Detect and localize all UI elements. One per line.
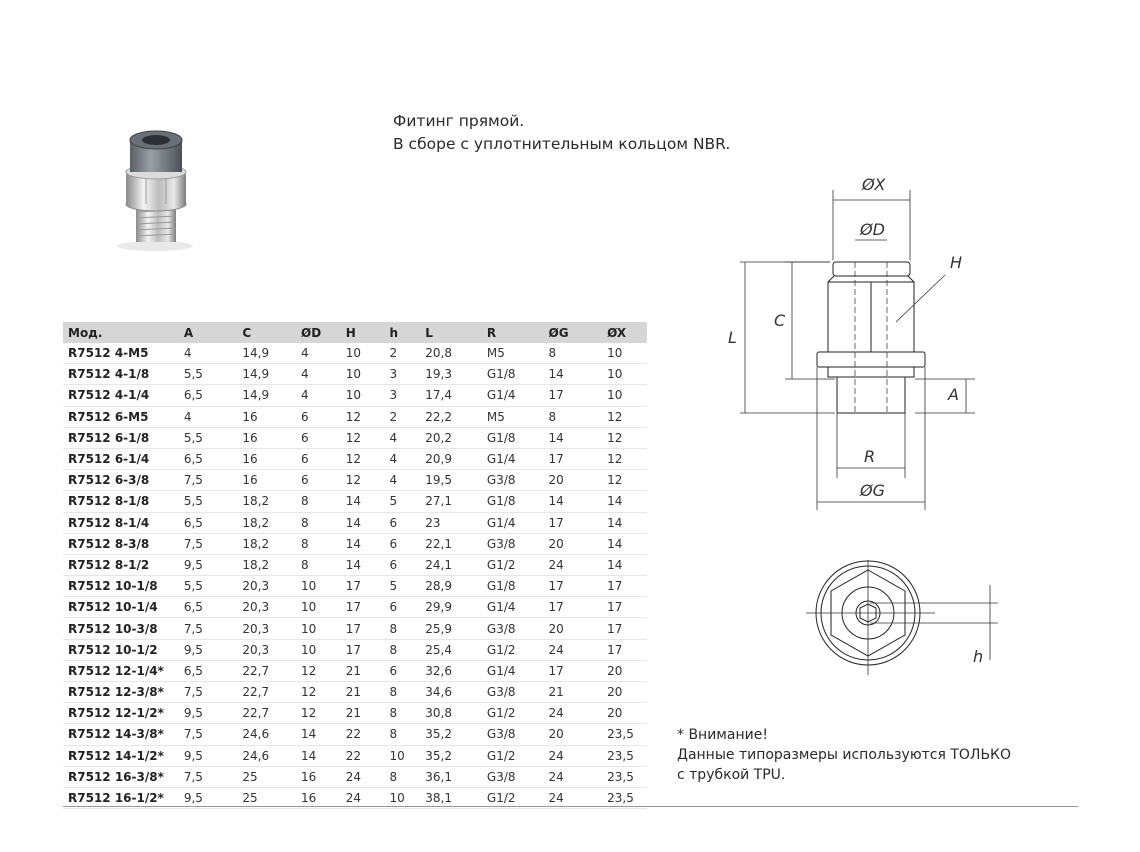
value-cell: 17 bbox=[341, 597, 385, 618]
value-cell: 20,2 bbox=[420, 427, 482, 448]
value-cell: 22 bbox=[341, 724, 385, 745]
value-cell: 18,2 bbox=[237, 512, 296, 533]
value-cell: 24 bbox=[544, 703, 603, 724]
model-cell: R7512 8-1/2 bbox=[63, 554, 179, 575]
value-cell: G3/8 bbox=[482, 724, 544, 745]
value-cell: 24,6 bbox=[237, 724, 296, 745]
value-cell: G1/8 bbox=[482, 427, 544, 448]
col-header: ØX bbox=[602, 322, 647, 343]
value-cell: 6 bbox=[384, 597, 420, 618]
product-description bbox=[393, 110, 730, 156]
value-cell: G1/2 bbox=[482, 787, 544, 808]
value-cell: G1/8 bbox=[482, 491, 544, 512]
value-cell: 20,9 bbox=[420, 448, 482, 469]
col-header: h bbox=[384, 322, 420, 343]
table-row bbox=[63, 406, 647, 427]
value-cell: 16 bbox=[237, 470, 296, 491]
bottom-divider bbox=[63, 806, 1078, 807]
value-cell: G1/2 bbox=[482, 554, 544, 575]
value-cell: 18,2 bbox=[237, 491, 296, 512]
value-cell: 8 bbox=[296, 491, 341, 512]
tpu-warning-note bbox=[677, 725, 1011, 785]
value-cell: 21 bbox=[544, 682, 603, 703]
value-cell: 17 bbox=[544, 597, 603, 618]
model-cell: R7512 16-3/8* bbox=[63, 766, 179, 787]
label-x: ØX bbox=[862, 175, 886, 194]
value-cell: 22,7 bbox=[237, 660, 296, 681]
value-cell: 7,5 bbox=[179, 533, 238, 554]
value-cell: 4 bbox=[296, 385, 341, 406]
value-cell: 20 bbox=[602, 682, 647, 703]
value-cell: 8 bbox=[296, 554, 341, 575]
value-cell: 17 bbox=[602, 639, 647, 660]
value-cell: 17 bbox=[544, 385, 603, 406]
table-row bbox=[63, 597, 647, 618]
value-cell: G1/4 bbox=[482, 512, 544, 533]
value-cell: 20 bbox=[544, 724, 603, 745]
col-header: A bbox=[179, 322, 238, 343]
label-small-h: h bbox=[973, 647, 984, 666]
value-cell: 3 bbox=[384, 364, 420, 385]
model-cell: R7512 4-1/4 bbox=[63, 385, 179, 406]
value-cell: 6 bbox=[296, 406, 341, 427]
value-cell: 28,9 bbox=[420, 576, 482, 597]
value-cell: 25,4 bbox=[420, 639, 482, 660]
value-cell: 7,5 bbox=[179, 724, 238, 745]
value-cell: 6,5 bbox=[179, 448, 238, 469]
value-cell: G3/8 bbox=[482, 618, 544, 639]
col-header: C bbox=[237, 322, 296, 343]
value-cell: 12 bbox=[341, 448, 385, 469]
model-cell: R7512 6-1/8 bbox=[63, 427, 179, 448]
value-cell: 6,5 bbox=[179, 660, 238, 681]
value-cell: G1/4 bbox=[482, 385, 544, 406]
model-cell: R7512 14-3/8* bbox=[63, 724, 179, 745]
value-cell: 20 bbox=[544, 618, 603, 639]
value-cell: 9,5 bbox=[179, 745, 238, 766]
value-cell: 20 bbox=[602, 660, 647, 681]
value-cell: 2 bbox=[384, 406, 420, 427]
value-cell: 24 bbox=[341, 787, 385, 808]
value-cell: 5,5 bbox=[179, 491, 238, 512]
table-row bbox=[63, 639, 647, 660]
value-cell: 8 bbox=[296, 512, 341, 533]
value-cell: 30,8 bbox=[420, 703, 482, 724]
value-cell: 14 bbox=[341, 554, 385, 575]
value-cell: 7,5 bbox=[179, 682, 238, 703]
label-c: C bbox=[774, 311, 786, 330]
value-cell: 5,5 bbox=[179, 364, 238, 385]
value-cell: 5 bbox=[384, 576, 420, 597]
value-cell: 17 bbox=[341, 576, 385, 597]
model-cell: R7512 8-1/8 bbox=[63, 491, 179, 512]
value-cell: 6,5 bbox=[179, 512, 238, 533]
value-cell: 25 bbox=[237, 766, 296, 787]
value-cell: M5 bbox=[482, 406, 544, 427]
value-cell: 8 bbox=[544, 406, 603, 427]
value-cell: 17 bbox=[544, 660, 603, 681]
value-cell: 36,1 bbox=[420, 766, 482, 787]
value-cell: 5,5 bbox=[179, 576, 238, 597]
value-cell: 8 bbox=[296, 533, 341, 554]
model-cell: R7512 12-3/8* bbox=[63, 682, 179, 703]
col-header: ØG bbox=[544, 322, 603, 343]
value-cell: 6 bbox=[296, 448, 341, 469]
value-cell: 34,6 bbox=[420, 682, 482, 703]
value-cell: 9,5 bbox=[179, 703, 238, 724]
model-cell: R7512 12-1/2* bbox=[63, 703, 179, 724]
label-d: ØD bbox=[860, 220, 885, 239]
col-header: ØD bbox=[296, 322, 341, 343]
model-cell: R7512 6-3/8 bbox=[63, 470, 179, 491]
value-cell: 25,9 bbox=[420, 618, 482, 639]
value-cell: 14 bbox=[602, 512, 647, 533]
label-g: ØG bbox=[860, 481, 885, 500]
value-cell: 21 bbox=[341, 660, 385, 681]
value-cell: 22,7 bbox=[237, 682, 296, 703]
value-cell: 10 bbox=[602, 364, 647, 385]
table-row bbox=[63, 766, 647, 787]
fitting-photo bbox=[100, 118, 210, 253]
value-cell: 10 bbox=[296, 618, 341, 639]
label-hex-h: H bbox=[950, 253, 963, 272]
model-cell: R7512 4-1/8 bbox=[63, 364, 179, 385]
note-text: Данные типоразмеры используются ТОЛЬКО bbox=[677, 747, 1012, 763]
value-cell: 8 bbox=[384, 639, 420, 660]
value-cell: 4 bbox=[384, 427, 420, 448]
value-cell: 22,2 bbox=[420, 406, 482, 427]
value-cell: 9,5 bbox=[179, 554, 238, 575]
table-row bbox=[63, 448, 647, 469]
value-cell: 22,1 bbox=[420, 533, 482, 554]
table-row bbox=[63, 533, 647, 554]
model-cell: R7512 6-M5 bbox=[63, 406, 179, 427]
value-cell: G1/8 bbox=[482, 364, 544, 385]
value-cell: 12 bbox=[296, 682, 341, 703]
value-cell: 17,4 bbox=[420, 385, 482, 406]
value-cell: 14 bbox=[544, 427, 603, 448]
value-cell: G3/8 bbox=[482, 533, 544, 554]
value-cell: 6 bbox=[296, 470, 341, 491]
value-cell: 6,5 bbox=[179, 385, 238, 406]
value-cell: 6 bbox=[384, 512, 420, 533]
table-row bbox=[63, 343, 647, 364]
value-cell: 5,5 bbox=[179, 427, 238, 448]
description-title: Фитинг прямой. bbox=[393, 112, 525, 130]
table-row bbox=[63, 554, 647, 575]
value-cell: 4 bbox=[296, 343, 341, 364]
model-cell: R7512 10-1/8 bbox=[63, 576, 179, 597]
value-cell: 24,6 bbox=[237, 745, 296, 766]
table-row bbox=[63, 618, 647, 639]
value-cell: 20 bbox=[544, 533, 603, 554]
value-cell: 20,3 bbox=[237, 597, 296, 618]
value-cell: 8 bbox=[384, 766, 420, 787]
value-cell: 20 bbox=[544, 470, 603, 491]
value-cell: 17 bbox=[602, 618, 647, 639]
value-cell: 17 bbox=[602, 576, 647, 597]
value-cell: 14 bbox=[602, 491, 647, 512]
table-row bbox=[63, 576, 647, 597]
table-header-row bbox=[63, 322, 647, 343]
value-cell: 19,5 bbox=[420, 470, 482, 491]
value-cell: 22 bbox=[341, 745, 385, 766]
value-cell: 14 bbox=[544, 364, 603, 385]
value-cell: 14 bbox=[341, 533, 385, 554]
value-cell: 12 bbox=[296, 703, 341, 724]
table-row bbox=[63, 745, 647, 766]
spec-table bbox=[63, 322, 647, 809]
value-cell: 20,3 bbox=[237, 639, 296, 660]
value-cell: G1/4 bbox=[482, 448, 544, 469]
value-cell: 8 bbox=[384, 724, 420, 745]
value-cell: 6 bbox=[384, 660, 420, 681]
value-cell: 14 bbox=[341, 512, 385, 533]
value-cell: 14 bbox=[602, 554, 647, 575]
value-cell: 10 bbox=[296, 597, 341, 618]
table-row bbox=[63, 660, 647, 681]
value-cell: 21 bbox=[341, 682, 385, 703]
value-cell: 6 bbox=[384, 533, 420, 554]
table-row bbox=[63, 470, 647, 491]
value-cell: 14 bbox=[544, 491, 603, 512]
value-cell: 12 bbox=[602, 406, 647, 427]
value-cell: G1/8 bbox=[482, 576, 544, 597]
model-cell: R7512 16-1/2* bbox=[63, 787, 179, 808]
value-cell: 20,8 bbox=[420, 343, 482, 364]
value-cell: 10 bbox=[341, 364, 385, 385]
value-cell: 21 bbox=[341, 703, 385, 724]
value-cell: 32,6 bbox=[420, 660, 482, 681]
label-l: L bbox=[728, 328, 737, 347]
value-cell: G1/2 bbox=[482, 639, 544, 660]
model-cell: R7512 12-1/4* bbox=[63, 660, 179, 681]
value-cell: 17 bbox=[544, 576, 603, 597]
value-cell: 38,1 bbox=[420, 787, 482, 808]
value-cell: 17 bbox=[544, 448, 603, 469]
value-cell: 3 bbox=[384, 385, 420, 406]
value-cell: 4 bbox=[179, 406, 238, 427]
front-view-drawing bbox=[790, 560, 1000, 680]
value-cell: 12 bbox=[341, 470, 385, 491]
value-cell: 27,1 bbox=[420, 491, 482, 512]
col-header: L bbox=[420, 322, 482, 343]
side-view-drawing bbox=[700, 160, 1000, 520]
value-cell: 14,9 bbox=[237, 364, 296, 385]
value-cell: 7,5 bbox=[179, 766, 238, 787]
value-cell: 8 bbox=[384, 703, 420, 724]
value-cell: 23,5 bbox=[602, 724, 647, 745]
value-cell: 24 bbox=[544, 554, 603, 575]
table-row bbox=[63, 682, 647, 703]
value-cell: 10 bbox=[384, 787, 420, 808]
value-cell: 24 bbox=[544, 639, 603, 660]
table-row bbox=[63, 703, 647, 724]
value-cell: 18,2 bbox=[237, 533, 296, 554]
value-cell: 17 bbox=[341, 618, 385, 639]
value-cell: 10 bbox=[341, 343, 385, 364]
col-header: Мод. bbox=[63, 322, 179, 343]
value-cell: G1/4 bbox=[482, 660, 544, 681]
value-cell: 7,5 bbox=[179, 618, 238, 639]
col-header: H bbox=[341, 322, 385, 343]
value-cell: 12 bbox=[341, 427, 385, 448]
value-cell: 14,9 bbox=[237, 385, 296, 406]
value-cell: 25 bbox=[237, 787, 296, 808]
value-cell: G3/8 bbox=[482, 682, 544, 703]
note-title: * Внимание! bbox=[677, 727, 768, 743]
table-row bbox=[63, 491, 647, 512]
value-cell: 4 bbox=[296, 364, 341, 385]
value-cell: 12 bbox=[602, 448, 647, 469]
value-cell: 17 bbox=[544, 512, 603, 533]
note-text: с трубкой TPU. bbox=[677, 767, 786, 783]
value-cell: 14 bbox=[602, 533, 647, 554]
model-cell: R7512 10-1/2 bbox=[63, 639, 179, 660]
value-cell: 23,5 bbox=[602, 787, 647, 808]
value-cell: 35,2 bbox=[420, 724, 482, 745]
value-cell: 10 bbox=[602, 343, 647, 364]
value-cell: 12 bbox=[602, 470, 647, 491]
value-cell: 10 bbox=[602, 385, 647, 406]
value-cell: 4 bbox=[384, 448, 420, 469]
value-cell: 2 bbox=[384, 343, 420, 364]
model-cell: R7512 10-3/8 bbox=[63, 618, 179, 639]
value-cell: 20 bbox=[602, 703, 647, 724]
value-cell: 17 bbox=[341, 639, 385, 660]
value-cell: 6 bbox=[296, 427, 341, 448]
value-cell: 10 bbox=[296, 576, 341, 597]
value-cell: 4 bbox=[384, 470, 420, 491]
value-cell: 22,7 bbox=[237, 703, 296, 724]
value-cell: 24 bbox=[544, 745, 603, 766]
value-cell: 16 bbox=[237, 448, 296, 469]
value-cell: 12 bbox=[602, 427, 647, 448]
model-cell: R7512 4-M5 bbox=[63, 343, 179, 364]
description-subtitle: В сборе с уплотнительным кольцом NBR. bbox=[393, 135, 731, 153]
value-cell: 24 bbox=[544, 787, 603, 808]
value-cell: 14 bbox=[341, 491, 385, 512]
value-cell: G3/8 bbox=[482, 766, 544, 787]
value-cell: 9,5 bbox=[179, 639, 238, 660]
value-cell: G1/2 bbox=[482, 745, 544, 766]
model-cell: R7512 14-1/2* bbox=[63, 745, 179, 766]
table-row bbox=[63, 512, 647, 533]
table-row bbox=[63, 364, 647, 385]
value-cell: 12 bbox=[341, 406, 385, 427]
label-a: A bbox=[948, 385, 959, 404]
value-cell: G1/2 bbox=[482, 703, 544, 724]
value-cell: 24,1 bbox=[420, 554, 482, 575]
value-cell: 19,3 bbox=[420, 364, 482, 385]
value-cell: 4 bbox=[179, 343, 238, 364]
value-cell: 8 bbox=[384, 682, 420, 703]
value-cell: 14,9 bbox=[237, 343, 296, 364]
value-cell: 35,2 bbox=[420, 745, 482, 766]
value-cell: 23,5 bbox=[602, 766, 647, 787]
value-cell: 16 bbox=[237, 406, 296, 427]
table-row bbox=[63, 427, 647, 448]
value-cell: 24 bbox=[341, 766, 385, 787]
model-cell: R7512 10-1/4 bbox=[63, 597, 179, 618]
value-cell: 10 bbox=[341, 385, 385, 406]
value-cell: M5 bbox=[482, 343, 544, 364]
value-cell: 7,5 bbox=[179, 470, 238, 491]
model-cell: R7512 8-3/8 bbox=[63, 533, 179, 554]
label-r: R bbox=[864, 447, 876, 466]
value-cell: 29,9 bbox=[420, 597, 482, 618]
value-cell: 20,3 bbox=[237, 576, 296, 597]
model-cell: R7512 6-1/4 bbox=[63, 448, 179, 469]
value-cell: 12 bbox=[296, 660, 341, 681]
value-cell: 23 bbox=[420, 512, 482, 533]
table-row bbox=[63, 385, 647, 406]
value-cell: 6,5 bbox=[179, 597, 238, 618]
value-cell: 9,5 bbox=[179, 787, 238, 808]
value-cell: 8 bbox=[384, 618, 420, 639]
col-header: R bbox=[482, 322, 544, 343]
value-cell: 20,3 bbox=[237, 618, 296, 639]
value-cell: 24 bbox=[544, 766, 603, 787]
value-cell: 18,2 bbox=[237, 554, 296, 575]
value-cell: G1/4 bbox=[482, 597, 544, 618]
value-cell: 16 bbox=[296, 766, 341, 787]
value-cell: 14 bbox=[296, 724, 341, 745]
value-cell: 8 bbox=[544, 343, 603, 364]
value-cell: 16 bbox=[296, 787, 341, 808]
value-cell: 16 bbox=[237, 427, 296, 448]
value-cell: 6 bbox=[384, 554, 420, 575]
value-cell: 10 bbox=[296, 639, 341, 660]
value-cell: G3/8 bbox=[482, 470, 544, 491]
value-cell: 17 bbox=[602, 597, 647, 618]
value-cell: 23,5 bbox=[602, 745, 647, 766]
table-row bbox=[63, 724, 647, 745]
value-cell: 10 bbox=[384, 745, 420, 766]
value-cell: 5 bbox=[384, 491, 420, 512]
value-cell: 14 bbox=[296, 745, 341, 766]
model-cell: R7512 8-1/4 bbox=[63, 512, 179, 533]
